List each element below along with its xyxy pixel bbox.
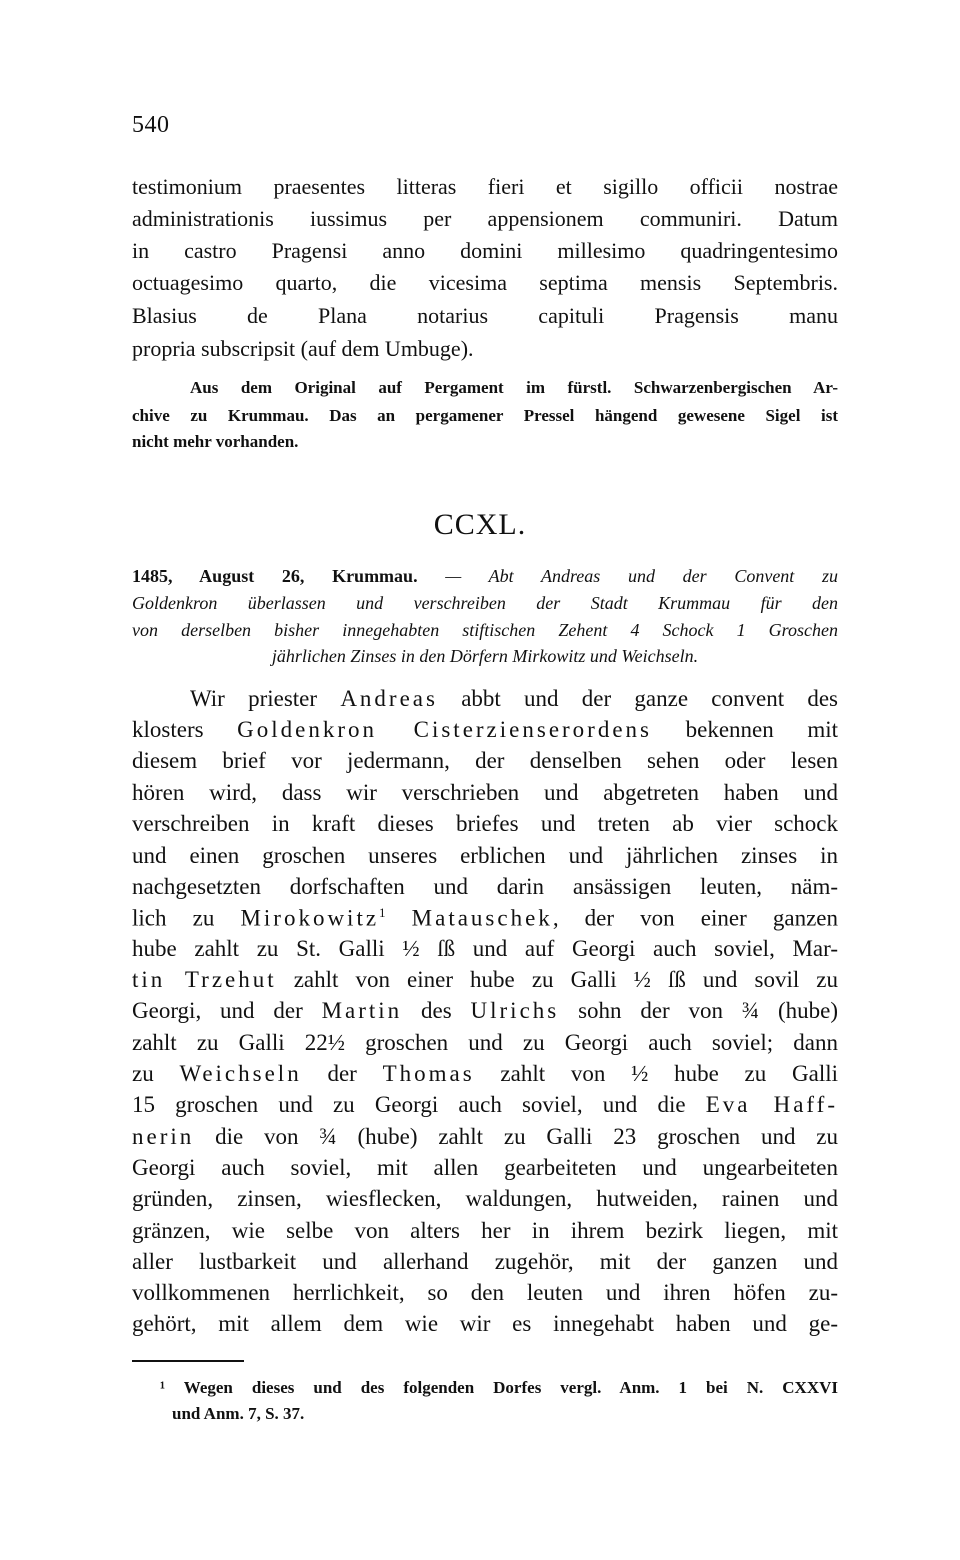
text-line: klosters Goldenkron Cisterzienserordens bekennen mit xyxy=(132,717,838,742)
text-line: vollkommenen herrlichkeit, so den leuten und ihren höfen zu- xyxy=(132,1280,838,1305)
text-line: octuagesimo quarto, die vicesima septima mensis Septembris. xyxy=(132,270,838,295)
text-line: aller lustbarkeit und allerhand zugehör, mit der ganzen und xyxy=(132,1249,838,1274)
regest-text: — Abt Andreas und der Convent zu xyxy=(417,566,838,586)
text-line: administrationis iussimus per appensionem communiri. Datum xyxy=(132,206,838,231)
text-line: Georgi auch soviel, mit allen gearbeiteten und ungearbeiteten xyxy=(132,1155,838,1180)
text-line: gränzen, wie selbe von alters her in ihrem bezirk liegen, mit xyxy=(132,1218,838,1243)
text-line: in castro Pragensi anno domini millesimo quadringentesimo xyxy=(132,238,838,263)
text-line: verschreiben in kraft dieses briefes und treten ab vier schock xyxy=(132,811,838,836)
spaced-name: Goldenkron Cisterzienserordens xyxy=(237,717,653,742)
footnote-divider xyxy=(132,1360,244,1362)
regest-line: Goldenkron überlassen und verschreiben der Stadt Krummau für den xyxy=(132,593,838,613)
text-line: propria subscripsit (auf dem Umbuge). xyxy=(132,336,474,361)
note-line: nicht mehr vorhanden. xyxy=(132,432,299,451)
text-line: tin Trzehut zahlt von einer hube zu Galli ½ ſß und sovil zu xyxy=(132,967,838,992)
note-line: chive zu Krummau. Das an pergamener Pressel hängend gewesene Sigel ist xyxy=(132,406,838,425)
text-line: lich zu Mirokowitz$^1$ Matauschek, der von einer ganzen xyxy=(132,905,838,931)
spaced-name: Eva Haff- xyxy=(705,1092,838,1117)
text-line: nachgesetzten dorfschaften und darin ansässigen leuten, näm- xyxy=(132,874,838,899)
spaced-name: tin Trzehut xyxy=(132,967,277,992)
text-line: hube zahlt zu St. Galli ½ ſß und auf Georgi auch soviel, Mar- xyxy=(132,936,838,961)
text-line: diesem brief vor jedermann, der denselben sehen oder lesen xyxy=(132,748,838,773)
spaced-name: Martin xyxy=(321,998,403,1023)
text-line: und einen groschen unseres erblichen und jährlichen zinses in xyxy=(132,843,838,868)
text-line: hören wird, dass wir verschrieben und abgetreten haben und xyxy=(132,780,838,805)
spaced-name: Matauschek xyxy=(411,905,553,931)
spaced-name: Mirokowitz xyxy=(240,905,380,931)
text-line: Wir priester Andreas abbt und der ganze convent des xyxy=(190,686,838,711)
spaced-name: Weichseln xyxy=(179,1061,302,1086)
text-line: nerin die von ¾ (hube) zahlt zu Galli 23 groschen und zu xyxy=(132,1124,838,1149)
regest-line: jährlichen Zinses in den Dörfern Mirkowitz und Weichseln. xyxy=(271,646,699,666)
text-line: Georgi, und der Martin des Ulrichs sohn der von ¾ (hube) xyxy=(132,998,838,1023)
text-line: zu Weichseln der Thomas zahlt von ½ hube zu Galli xyxy=(132,1061,838,1086)
text-line: zahlt zu Galli 22½ groschen und zu Georgi auch soviel; dann xyxy=(132,1030,838,1055)
text-line: gehört, mit allem dem wie wir es innegehabt haben und ge- xyxy=(132,1311,838,1336)
document-number-heading: CCXL. xyxy=(433,508,527,541)
spaced-name: Ulrichs xyxy=(470,998,560,1023)
text-line: gründen, zinsen, wiesflecken, waldungen, hutweiden, rainen und xyxy=(132,1186,838,1211)
text-line: Blasius de Plana notarius capituli Pragensis manu xyxy=(132,303,838,328)
text-line: 15 groschen und zu Georgi auch soviel, und die Eva Haff- xyxy=(132,1092,838,1117)
spaced-name: Thomas xyxy=(382,1061,475,1086)
footnote-marker: 1 xyxy=(379,905,386,920)
regest-date: 1485, August 26, Krummau. xyxy=(132,566,418,586)
regest-line: von derselben bisher innegehabten stiftischen Zehent 4 Schock 1 Groschen xyxy=(132,620,838,640)
page-number: 540 xyxy=(132,112,170,138)
spaced-name: Andreas xyxy=(340,686,438,711)
note-line: Aus dem Original auf Pergament im fürstl. Schwarzenbergischen Ar- xyxy=(190,378,838,397)
footnote-line: ¹ Wegen dieses und des folgenden Dorfes vergl. Anm. 1 bei N. CXXVI xyxy=(160,1378,838,1397)
regest-line xyxy=(132,566,838,587)
footnote-line: und Anm. 7, S. 37. xyxy=(172,1404,305,1423)
spaced-name: nerin xyxy=(132,1124,195,1149)
text-line: testimonium praesentes litteras fieri et sigillo officii nostrae xyxy=(132,174,838,199)
